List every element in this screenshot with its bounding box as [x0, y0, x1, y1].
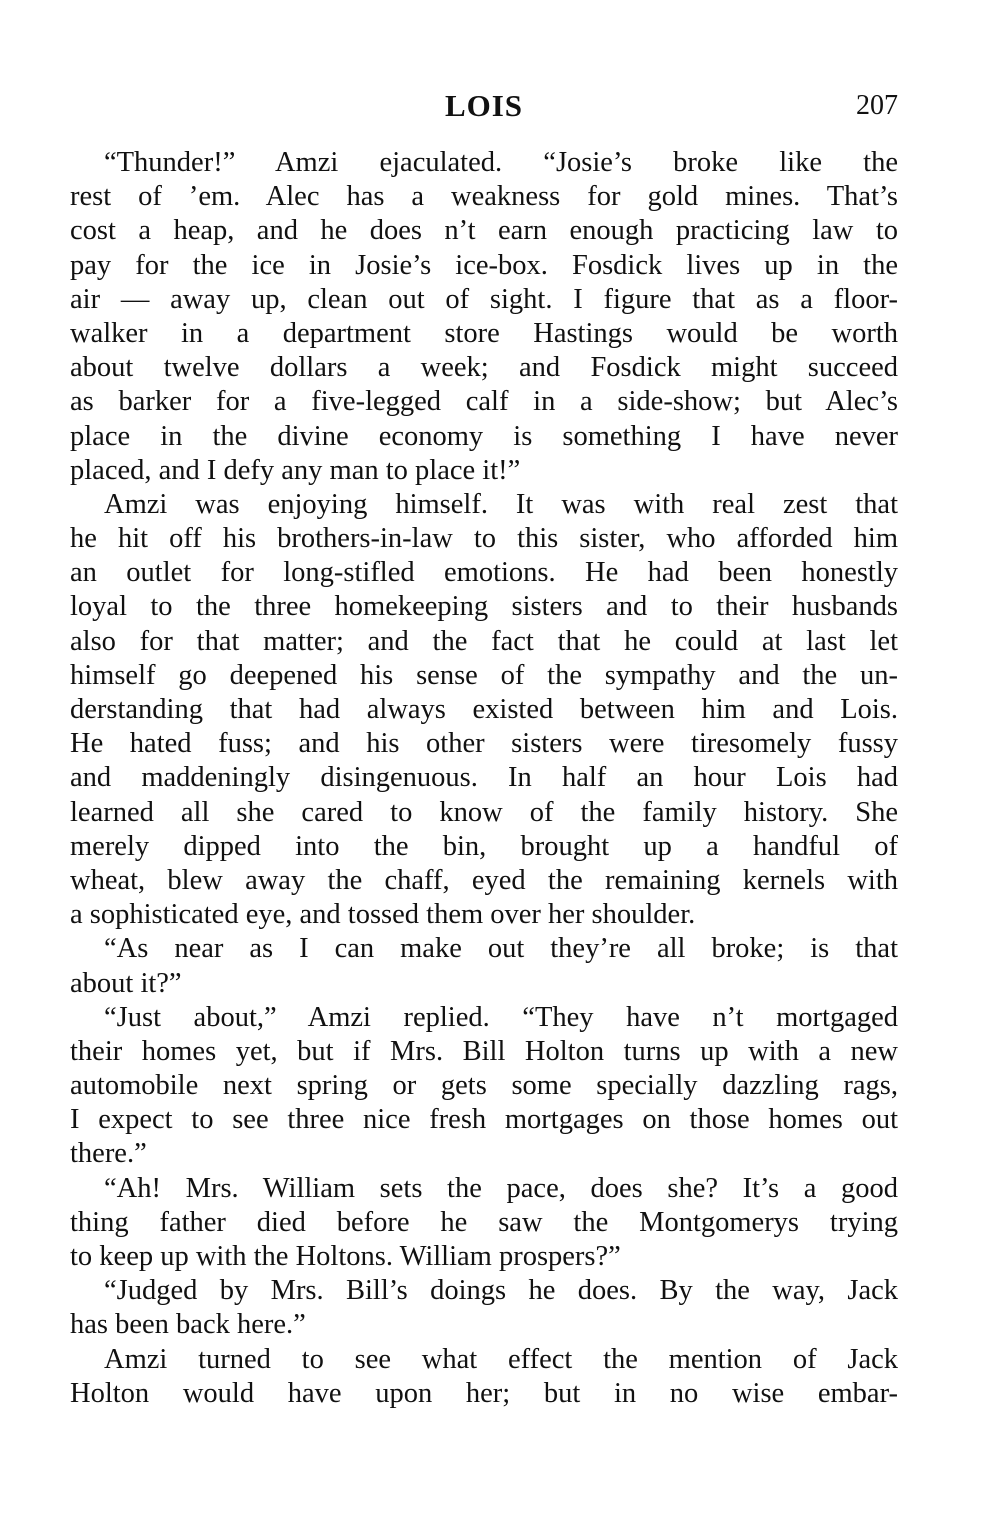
- text-line: automobile next spring or gets some specially dazzling rags,: [70, 1070, 898, 1102]
- text-line: Amzi turned to see what effect the mention of Jack: [104, 1343, 898, 1375]
- body-text: [70, 146, 898, 1411]
- text-line: wheat, blew away the chaff, eyed the remaining kernels with: [70, 864, 898, 896]
- text-line: about it?”: [70, 967, 182, 999]
- text-line: merely dipped into the bin, brought up a handful of: [70, 830, 898, 862]
- text-line: loyal to the three homekeeping sisters and to their husbands: [70, 591, 898, 623]
- text-line: I expect to see three nice fresh mortgages on those homes out: [70, 1104, 898, 1136]
- text-line: learned all she cared to know of the family history. She: [70, 796, 898, 828]
- text-line: air — away up, clean out of sight. I figure that as a floor-: [70, 283, 898, 315]
- text-line: “Thunder!” Amzi ejaculated. “Josie’s broke like the: [104, 147, 898, 178]
- text-line: and maddeningly disingenuous. In half an hour Lois had: [70, 762, 898, 794]
- text-line: place in the divine economy is something I have never: [70, 420, 898, 452]
- text-line: to keep up with the Holtons. William prospers?”: [70, 1241, 621, 1272]
- text-line: walker in a department store Hastings would be worth: [70, 317, 898, 349]
- text-line: “Judged by Mrs. Bill’s doings he does. By the way, Jack: [104, 1275, 898, 1307]
- text-line: has been back here.”: [70, 1309, 306, 1341]
- running-title: LOIS: [444, 88, 524, 123]
- text-line: also for that matter; and the fact that he could at last let: [70, 625, 898, 657]
- text-line: as barker for a five-legged calf in a side-show; but Alec’s: [70, 386, 898, 418]
- text-line: an outlet for long-stifled emotions. He had been honestly: [70, 557, 898, 589]
- text-line: “Just about,” Amzi replied. “They have n’t mortgaged: [104, 1001, 898, 1033]
- text-line: derstanding that had always existed between him and Lois.: [70, 694, 898, 725]
- text-line: rest of ’em. Alec has a weakness for gold mines. That’s: [70, 181, 898, 213]
- text-line: he hit off his brothers-in-law to this sister, who afforded him: [70, 523, 898, 555]
- text-line: “Ah! Mrs. William sets the pace, does she? It’s a good: [104, 1172, 898, 1204]
- text-line: there.”: [70, 1138, 147, 1170]
- text-line: about twelve dollars a week; and Fosdick might succeed: [70, 352, 898, 384]
- text-line: cost a heap, and he does n’t earn enough practicing law to: [70, 215, 898, 247]
- text-line: Amzi was enjoying himself. It was with real zest that: [104, 488, 898, 520]
- text-line: himself go deepened his sense of the sympathy and the un-: [70, 659, 898, 691]
- text-line: thing father died before he saw the Montgomerys trying: [70, 1206, 898, 1238]
- text-line: their homes yet, but if Mrs. Bill Holton turns up with a new: [70, 1035, 898, 1067]
- page-header: [70, 86, 898, 126]
- text-line: Holton would have upon her; but in no wise embar-: [70, 1377, 898, 1409]
- text-line: a sophisticated eye, and tossed them over her shoulder.: [70, 899, 696, 931]
- text-line: He hated fuss; and his other sisters were tiresomely fussy: [70, 728, 898, 760]
- text-line: placed, and I defy any man to place it!”: [70, 454, 521, 486]
- page-number: 207: [856, 90, 898, 121]
- text-line: “As near as I can make out they’re all broke; is that: [104, 933, 898, 965]
- text-line: pay for the ice in Josie’s ice-box. Fosdick lives up in the: [70, 249, 898, 281]
